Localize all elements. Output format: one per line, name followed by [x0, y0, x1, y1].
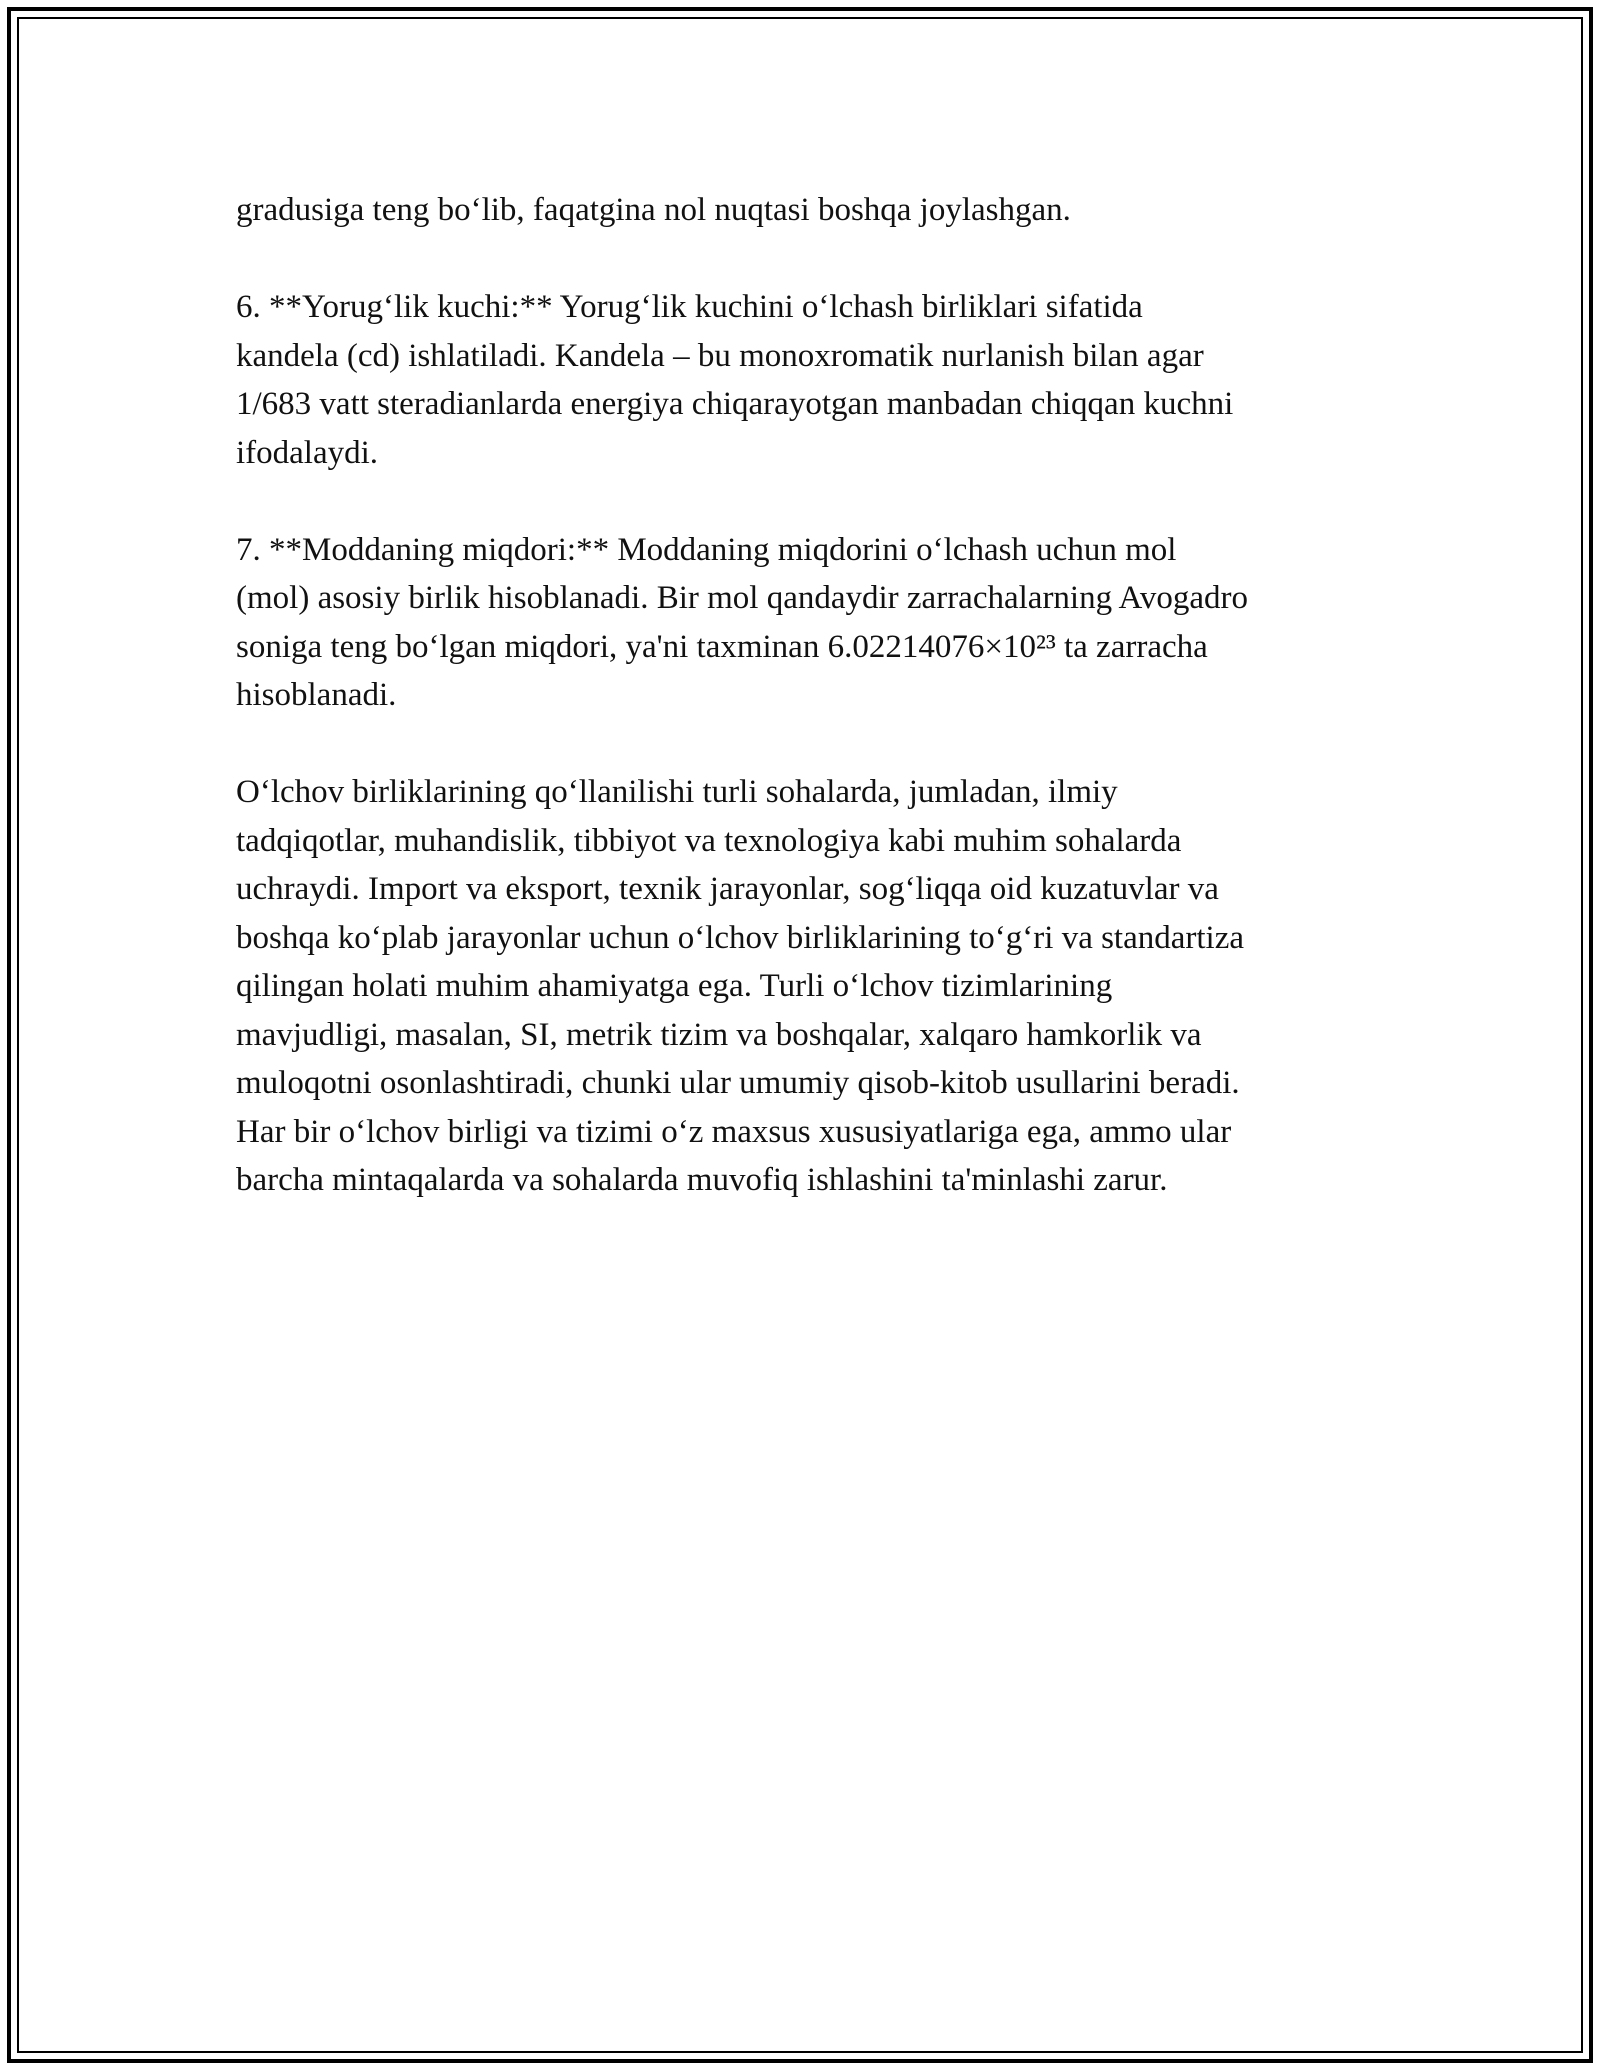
- paragraph-luminous-intensity: 6. **Yorug‘lik kuchi:** Yorug‘lik kuchini o‘lchash birliklari sifatida kandela (cd) ishlatiladi. Kandela – bu monoxromatik nurlanish bilan agar 1/683 vatt steradianlarda energiya chiqarayotgan manbadan chiqqan kuchni ifodalaydi.: [236, 289, 1234, 471]
- paragraph-continuation: gradusiga teng bo‘lib, faqatgina nol nuqtasi boshqa joylashgan.: [236, 192, 1071, 228]
- document-body: [236, 186, 1376, 1253]
- paragraph-amount-of-substance: 7. **Moddaning miqdori:** Moddaning miqdorini o‘lchash uchun mol (mol) asosiy birlik hisoblanadi. Bir mol qandaydir zarrachalarning Avogadro soniga teng bo‘lgan miqdori, ya'ni taxminan 6.02214076×10²³ ta zarracha hisoblanadi.: [236, 531, 1249, 713]
- paragraph-applications: O‘lchov birliklarining qo‘llanilishi turli sohalarda, jumladan, ilmiy tadqiqotlar, muhandislik, tibbiyot va texnologiya kabi muhim sohalarda uchraydi. Import va eksport, texnik jarayonlar, sog‘liqqa oid kuzatuvlar va boshqa ko‘plab jarayonlar uchun o‘lchov birliklarining to‘g‘ri va standartiza qilingan holati muhim ahamiyatga ega. Turli o‘lchov tizimlarining mavjudligi, masalan, SI, metrik tizim va boshqalar, xalqaro hamkorlik va muloqotni osonlashtiradi, chunki ular umumiy qisob-kitob usullarini beradi. Har bir o‘lchov birligi va tizimi o‘z maxsus xususiyatlariga ega, ammo ular barcha mintaqalarda va sohalarda muvofiq ishlashini ta'minlashi zarur.: [236, 774, 1245, 1198]
